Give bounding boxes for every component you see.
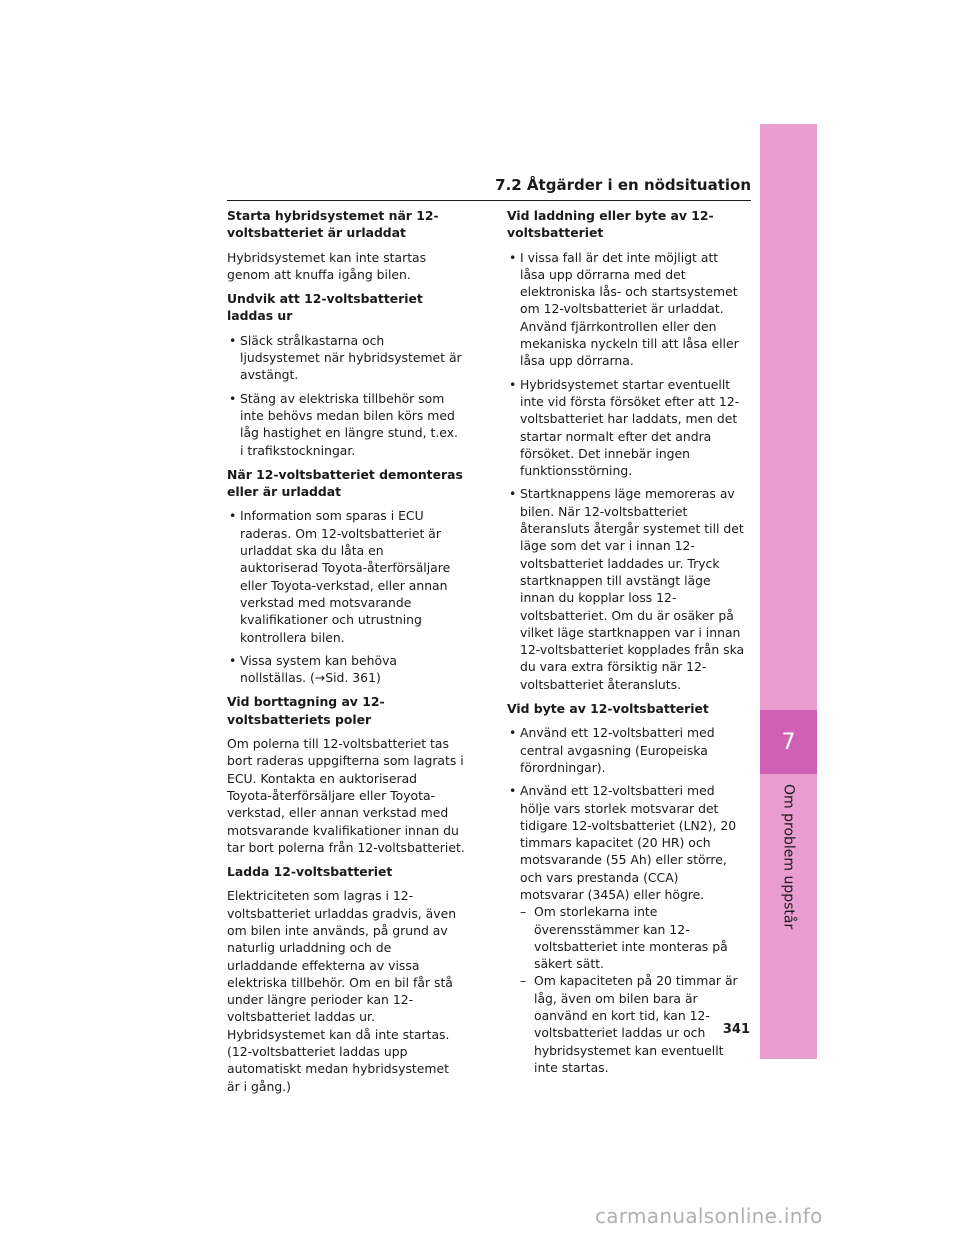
left-column	[227, 207, 465, 1102]
bullet-list-avoid-discharge	[227, 332, 465, 459]
heading-replace-battery: Vid byte av 12-voltsbatteriet	[507, 701, 709, 717]
heading-battery-removed: När 12-voltsbatteriet demonteras eller är urladdat	[227, 466, 463, 500]
bullet-list-battery-removed	[227, 507, 465, 686]
list-item: • Släck strålkastarna och ljudsystemet när hybridsystemet är avstängt.	[227, 332, 465, 384]
paragraph-terminal-removal: Om polerna till 12-voltsbatteriet tas bort raderas uppgifterna som lagrats i ECU. Kontakta en auktoriserad Toyota-återförsäljare eller Toyota-verkstad, eller annan verkstad med motsvarande kvalifikationer innan du tar bort polerna från 12-voltsbatteriet.	[227, 736, 465, 855]
section-header: 7.2 Åtgärder i en nödsituation	[227, 176, 751, 201]
chapter-number-tab: 7	[760, 710, 817, 774]
right-column	[507, 207, 745, 1083]
heading-avoid-discharge: Undvik att 12-voltsbatteriet laddas ur	[227, 291, 423, 324]
heading-charge-or-replace: Vid laddning eller byte av 12-voltsbatteriet	[507, 208, 714, 241]
paragraph-push-start: Hybridsystemet kan inte startas genom att knuffa igång bilen.	[227, 249, 427, 282]
sublist-item: – Om storlekarna inte överensstämmer kan 12-voltsbatteriet inte monteras på säkert sätt.	[520, 903, 745, 972]
list-item-text: Använd ett 12-voltsbatteri med hölje vars storlek motsvarar det tidigare 12-voltsbatteriet (LN2), 20 timmars kapacitet (20 HR) och motsvarande (55 Ah) eller större, och vars prestanda (CCA) motsvarar (345A) eller högre.	[520, 783, 737, 902]
page-number: 341	[722, 1022, 750, 1037]
bullet-list-charge-or-replace	[507, 249, 745, 693]
heading-charging: Ladda 12-voltsbatteriet	[227, 864, 393, 880]
chapter-side-tab	[760, 124, 817, 1059]
list-item: • Startknappens läge memoreras av bilen. När 12-voltsbatteriet återansluts återgår systemet till det läge som det var i innan 12-voltsbatteriet laddades ur. Tryck startknappen till avstängt läge innan du kopplar loss 12-voltsbatteriet. Om du är osäker på vilket läge startknappen var i innan 12-voltsbatteriet kopplades från ska du vara extra försiktig när 12-voltsbatteriet återansluts.	[507, 485, 745, 693]
list-item: • Vissa system kan behöva nollställas. (→Sid. 361)	[227, 652, 465, 687]
chapter-title-text: Om problem uppstår	[780, 784, 797, 930]
list-item: • Använd ett 12-voltsbatteri med central avgasning (Europeiska förordningar).	[507, 724, 745, 776]
sublist-item: – Om kapaciteten på 20 timmar är låg, även om bilen bara är oanvänd en kort tid, kan 12-voltsbatteriet laddas ur och hybridsystemet kan eventuellt inte startas.	[520, 972, 745, 1076]
watermark-text: carmanualsonline.info	[595, 1204, 823, 1228]
list-item: • Hybridsystemet startar eventuellt inte vid första försöket efter att 12-voltsbatteriet har laddats, men det startar normalt efter det andra försöket. Det innebär ingen funktionsstörning.	[507, 376, 745, 480]
list-item: • Stäng av elektriska tillbehör som inte behövs medan bilen körs med låg hastighet en längre stund, t.ex. i trafikstockningar.	[227, 390, 465, 459]
paragraph-charging: Elektriciteten som lagras i 12-voltsbatteriet urladdas gradvis, även om bilen inte används, på grund av naturlig urladdning och de urladdande effekterna av vissa elektriska tillbehör. Om en bil får stå under längre perioder kan 12-voltsbatteriet laddas ur. Hybridsystemet kan då inte startas. (12-voltsbatteriet laddas upp automatiskt medan hybridsystemet är i gång.)	[227, 888, 457, 1094]
dash-sublist	[520, 903, 745, 1076]
list-item: • Information som sparas i ECU raderas. Om 12-voltsbatteriet är urladdat ska du låta en auktoriserad Toyota-återförsäljare eller Toyota-verkstad, eller annan verkstad med motsvarande kvalifikationer och utrustning kontrollera bilen.	[227, 507, 465, 645]
chapter-title-vertical	[760, 784, 817, 984]
list-item: • I vissa fall är det inte möjligt att låsa upp dörrarna med det elektroniska lås- och startsystemet om 12-voltsbatteriet är urladdat. Använd fjärrkontrollen eller den mekaniska nyckeln till att låsa eller låsa upp dörrarna.	[507, 249, 745, 370]
heading-terminal-removal: Vid borttagning av 12-voltsbatteriets poler	[227, 694, 385, 727]
heading-start-hybrid: Starta hybridsystemet när 12-voltsbatteriet är urladdat	[227, 208, 439, 241]
